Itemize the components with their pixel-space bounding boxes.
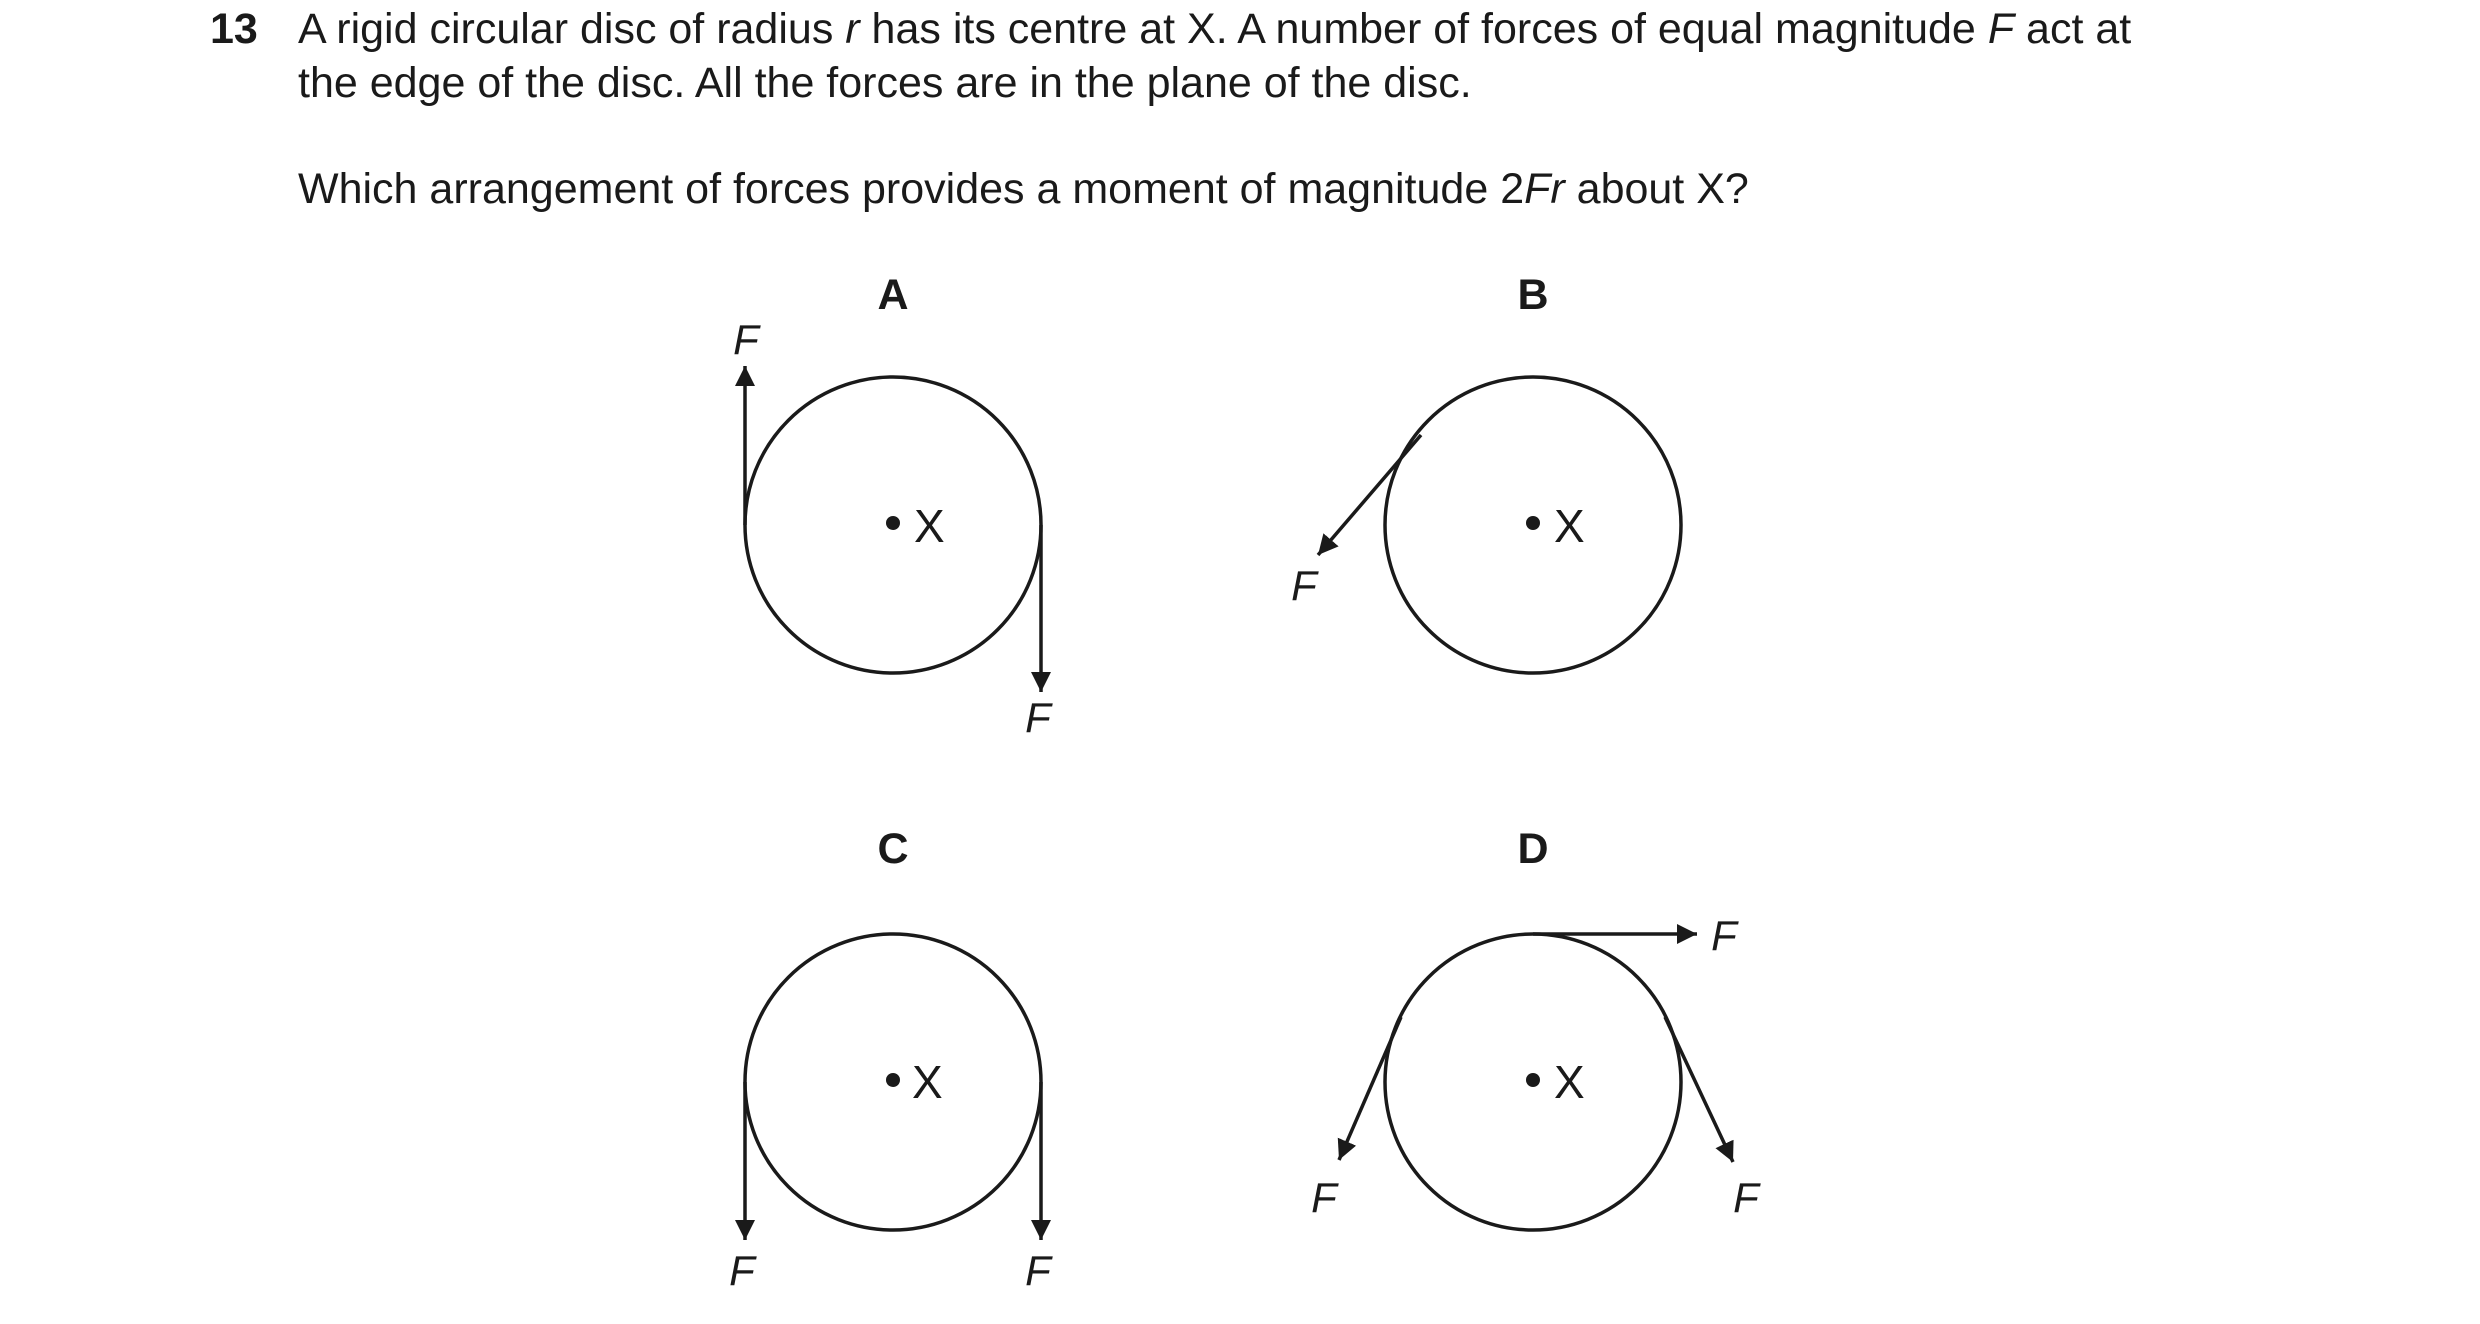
option-a-centre-dot — [886, 516, 900, 530]
stem-line1-middle: has its centre at X. A number of forces of equal magnitude — [859, 5, 1988, 53]
option-b-force-arrow — [1318, 435, 1421, 555]
option-b-letter[interactable]: B — [1517, 271, 1549, 319]
option-d-force-right-arrow — [1665, 1017, 1733, 1162]
option-c-centre-dot — [886, 1073, 900, 1087]
ask-prefix: Which arrangement of forces provides a moment of magnitude 2 — [298, 165, 1525, 213]
question-number: 13 — [210, 5, 258, 53]
option-c-force-right-label: F — [1025, 1247, 1051, 1294]
option-a-force-down-label: F — [1025, 694, 1051, 741]
force-symbol: F — [1987, 5, 2015, 53]
option-b-centre-label: X — [1554, 500, 1585, 552]
option-d-force-left-arrow — [1339, 1017, 1401, 1160]
option-c-diagram — [729, 825, 1053, 1294]
radius-symbol: r — [845, 5, 860, 53]
option-a-centre-label: X — [914, 500, 945, 552]
stem-line1-prefix: A rigid circular disc of radius — [298, 5, 846, 53]
ask-italic: Fr — [1524, 165, 1565, 213]
option-b-centre-dot — [1526, 516, 1540, 530]
option-b-diagram — [1291, 271, 1681, 673]
option-d-centre-label: X — [1554, 1056, 1585, 1108]
option-b-force-label: F — [1291, 562, 1317, 609]
option-a-force-up-label: F — [733, 316, 759, 363]
option-d-force-top-label: F — [1711, 912, 1737, 959]
stem-line1-suffix: act at — [2014, 5, 2132, 53]
option-a-diagram — [733, 271, 1053, 741]
option-c-centre-label: X — [912, 1056, 943, 1108]
option-d-diagram — [1311, 825, 1761, 1230]
option-d-centre-dot — [1526, 1073, 1540, 1087]
option-c-force-left-label: F — [729, 1247, 755, 1294]
option-d-letter[interactable]: D — [1517, 825, 1549, 873]
option-c-letter[interactable]: C — [877, 825, 909, 873]
option-a-letter[interactable]: A — [877, 271, 909, 319]
ask-suffix: about X? — [1564, 165, 1749, 213]
option-d-force-left-label: F — [1311, 1174, 1337, 1221]
stem-line2: the edge of the disc. All the forces are in the plane of the disc. — [298, 59, 1472, 107]
option-d-force-right-label: F — [1733, 1174, 1759, 1221]
